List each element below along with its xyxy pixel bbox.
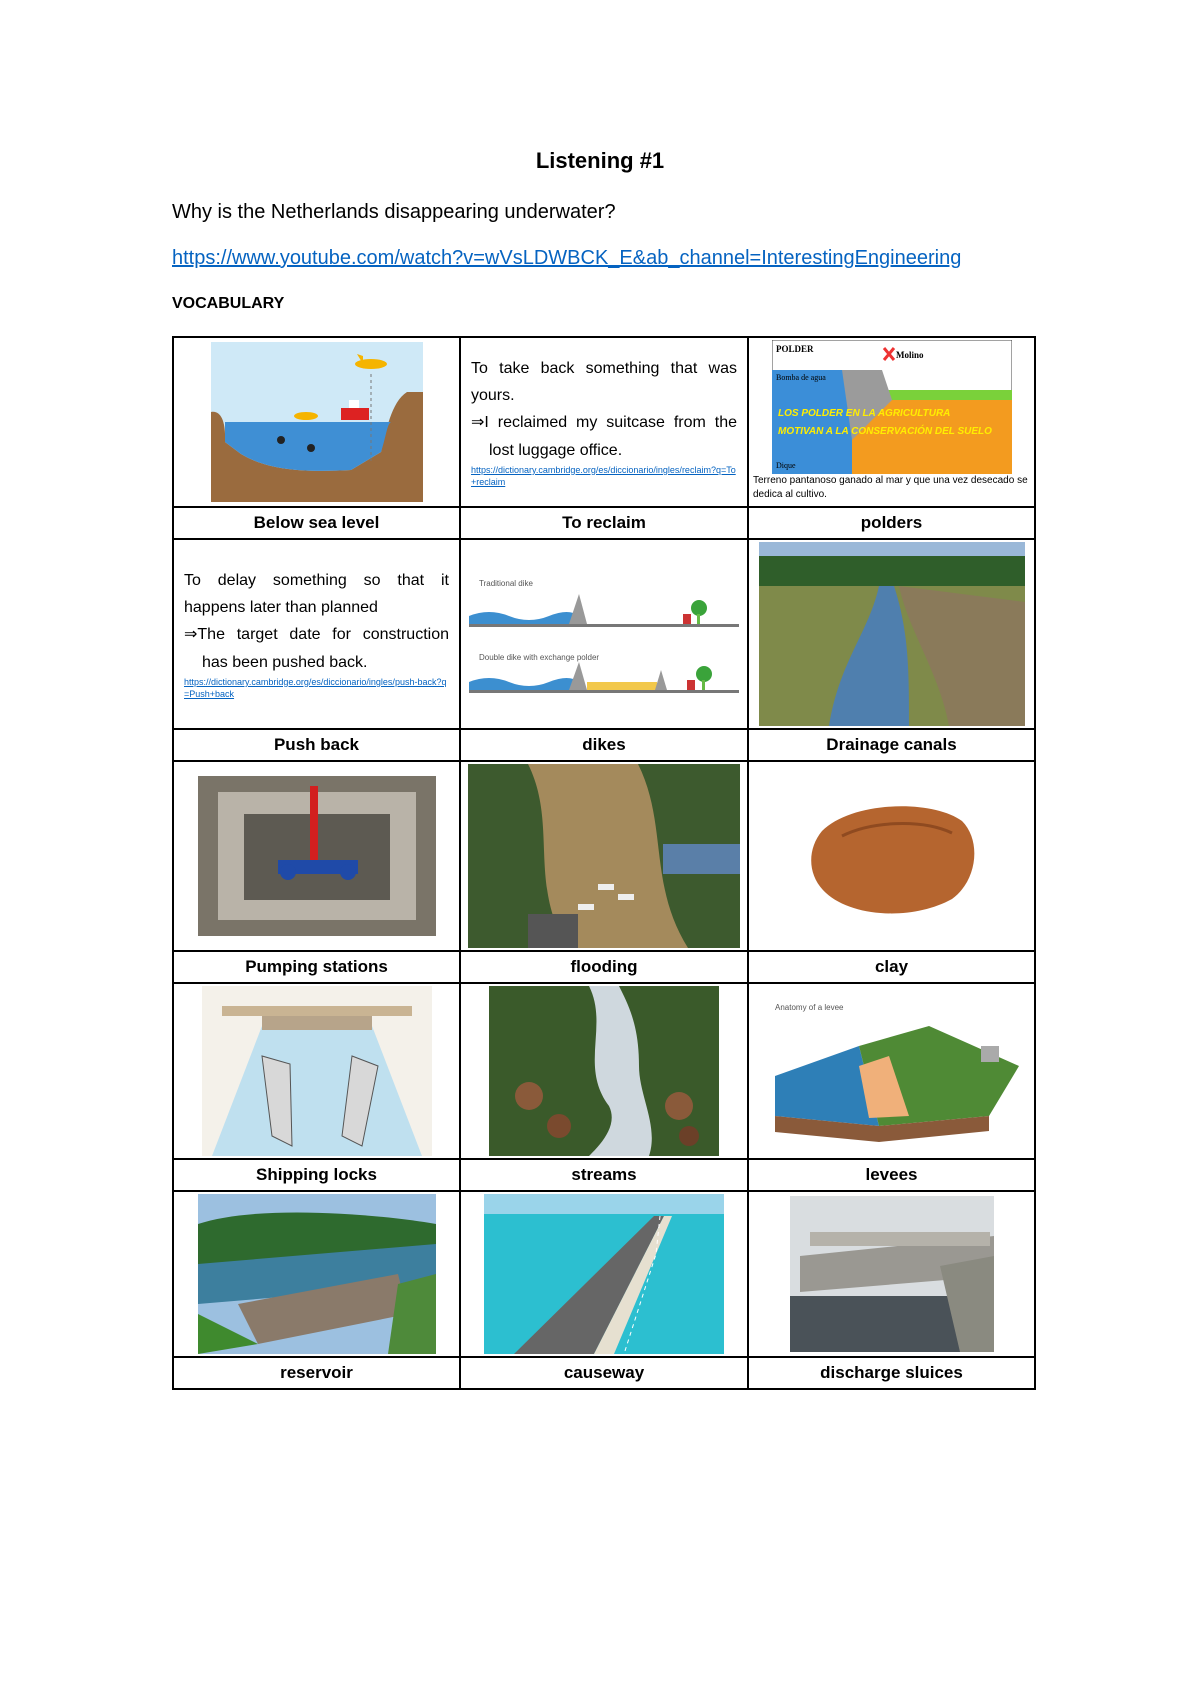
stream-photo bbox=[489, 986, 719, 1156]
pushback-definition: To delay something so that it happens later than planned bbox=[184, 572, 449, 617]
shipping-locks-image-cell bbox=[173, 983, 460, 1159]
clay-image-cell bbox=[748, 761, 1035, 951]
label-polders: polders bbox=[748, 507, 1035, 539]
bomba-label: Bomba de agua bbox=[775, 373, 826, 382]
drainage-canals-image-cell bbox=[748, 539, 1035, 729]
causeway-image-cell bbox=[460, 1191, 748, 1357]
label-flooding: flooding bbox=[460, 951, 748, 983]
molino-label: Molino bbox=[895, 350, 924, 360]
dikes-label-top: Traditional dike bbox=[479, 579, 533, 588]
dikes-image-cell bbox=[460, 539, 748, 729]
banner-line-2: MOTIVAN A LA CONSERVACIÓN DEL SUELO bbox=[777, 426, 992, 437]
levee-title: Anatomy of a levee bbox=[774, 1003, 843, 1012]
reclaim-example: ⇒I reclaimed my suitcase from the lost luggage office. bbox=[471, 414, 737, 459]
levees-image-cell bbox=[748, 983, 1035, 1159]
label-reservoir: reservoir bbox=[173, 1357, 460, 1389]
drainage-canal-photo bbox=[759, 542, 1025, 726]
causeway-photo bbox=[484, 1194, 724, 1354]
pumping-stations-image-cell bbox=[173, 761, 460, 951]
video-link[interactable]: https://www.youtube.com/watch?v=wVsLDWBCK_E&ab_channel=InterestingEngineering bbox=[172, 247, 962, 269]
label-to-reclaim: To reclaim bbox=[460, 507, 748, 539]
discharge-sluices-image-cell bbox=[748, 1191, 1035, 1357]
vocabulary-heading: VOCABULARY bbox=[172, 295, 285, 312]
dikes-diagram bbox=[469, 564, 739, 704]
flooding-image-cell bbox=[460, 761, 748, 951]
discharge-sluices-photo bbox=[790, 1196, 994, 1352]
levee-diagram bbox=[759, 986, 1025, 1156]
label-levees: levees bbox=[748, 1159, 1035, 1191]
label-drainage-canals: Drainage canals bbox=[748, 729, 1035, 761]
dique-label: Dique bbox=[775, 461, 796, 470]
banner-line-1: LOS POLDER EN LA AGRICULTURA bbox=[777, 408, 950, 419]
label-causeway: causeway bbox=[460, 1357, 748, 1389]
pushback-definition-cell bbox=[173, 539, 460, 729]
pushback-example: ⇒The target date for construction has been pushed back. bbox=[184, 626, 449, 671]
label-streams: streams bbox=[460, 1159, 748, 1191]
flooding-photo bbox=[468, 764, 740, 948]
dikes-label-bottom: Double dike with exchange polder bbox=[479, 653, 600, 662]
label-pumping-stations: Pumping stations bbox=[173, 951, 460, 983]
pushback-source-link[interactable]: https://dictionary.cambridge.org/es/diccionario/ingles/push-back?q=Push+back bbox=[184, 676, 447, 700]
clay-photo bbox=[792, 781, 992, 931]
shipping-locks-illustration bbox=[202, 986, 432, 1156]
label-push-back: Push back bbox=[173, 729, 460, 761]
polder-label: POLDER bbox=[775, 344, 814, 354]
polders-image-cell bbox=[748, 337, 1035, 507]
label-discharge-sluices: discharge sluices bbox=[748, 1357, 1035, 1389]
pumping-station-photo bbox=[198, 776, 436, 936]
polder-diagram bbox=[772, 340, 1012, 474]
polder-caption: Terreno pantanoso ganado al mar y que una vez desecado se dedica al cultivo. bbox=[753, 475, 1028, 500]
page-title: Listening #1 bbox=[535, 148, 665, 173]
reservoir-image-cell bbox=[173, 1191, 460, 1357]
label-clay: clay bbox=[748, 951, 1035, 983]
listening-question: Why is the Netherlands disappearing underwater? bbox=[172, 201, 616, 223]
below-sea-level-image-cell bbox=[173, 337, 460, 507]
below-sea-level-illustration bbox=[211, 342, 423, 502]
reclaim-source-link[interactable]: https://dictionary.cambridge.org/es/diccionario/ingles/reclaim?q=To+reclaim bbox=[471, 464, 736, 488]
streams-image-cell bbox=[460, 983, 748, 1159]
label-shipping-locks: Shipping locks bbox=[173, 1159, 460, 1191]
vocabulary-table bbox=[172, 336, 1036, 1390]
label-dikes: dikes bbox=[460, 729, 748, 761]
reclaim-definition: To take back something that was yours. bbox=[471, 360, 737, 405]
reservoir-photo bbox=[198, 1194, 436, 1354]
reclaim-definition-cell bbox=[460, 337, 748, 507]
label-below-sea-level: Below sea level bbox=[173, 507, 460, 539]
